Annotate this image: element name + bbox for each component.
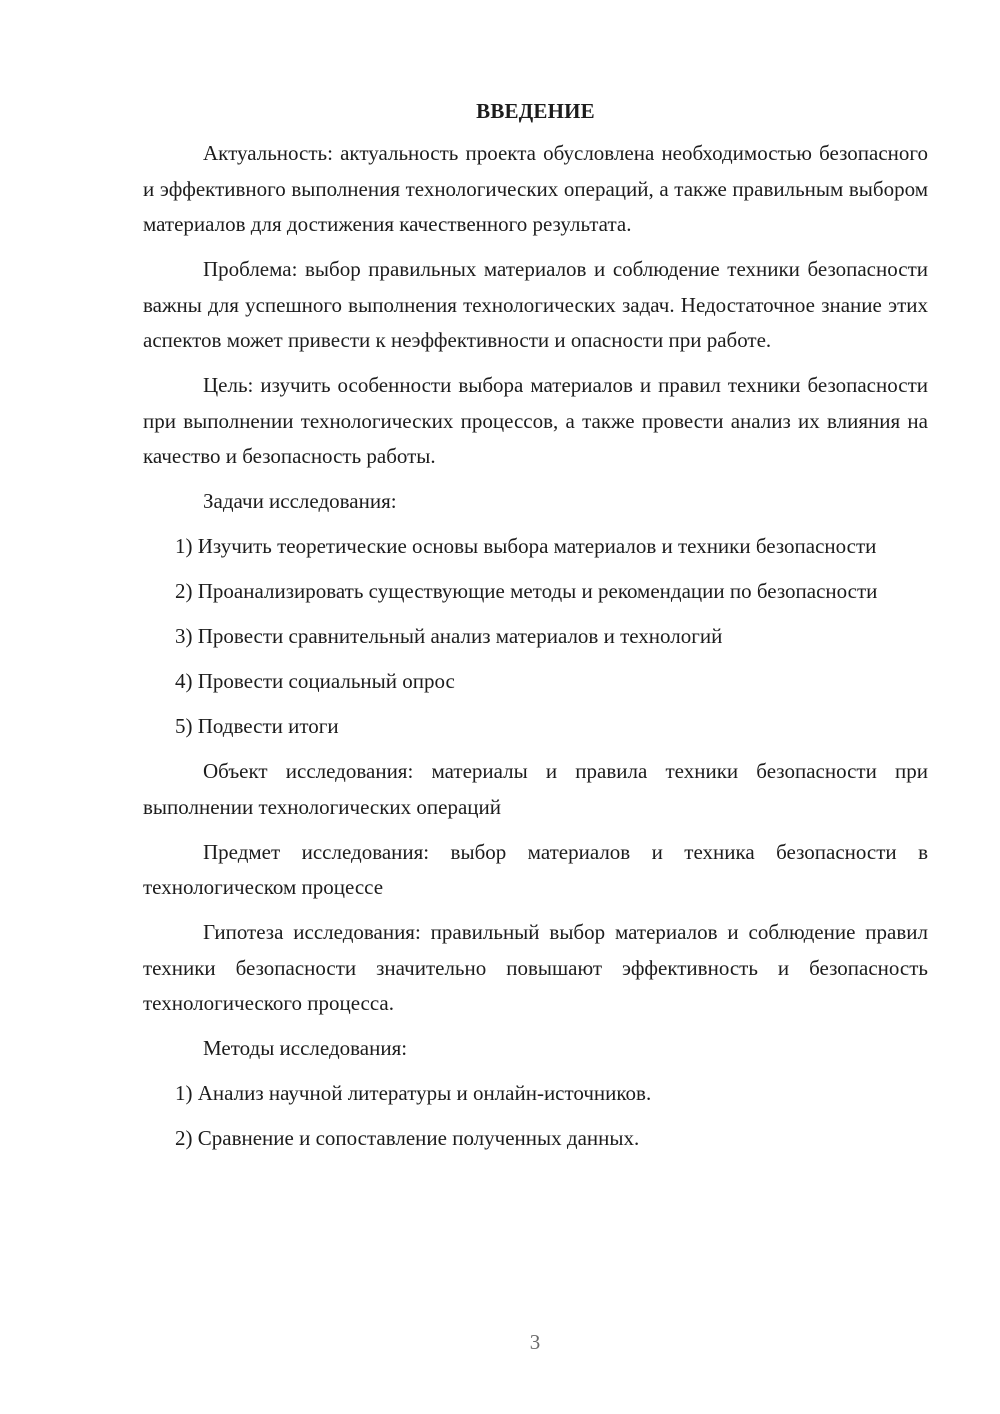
document-page [143, 96, 928, 1166]
relevance-paragraph: Актуальность: актуальность проекта обусловлена необходимостью безопасного и эффективного выполнения технологических операций, а также правильным выбором материалов для достижения качественного результата. [143, 141, 928, 236]
task-item-3: 3) Провести сравнительный анализ материалов и технологий [175, 624, 723, 648]
methods-title: Методы исследования: [203, 1036, 408, 1060]
task-item-1: 1) Изучить теоретические основы выбора материалов и техники безопасности [175, 534, 877, 558]
task-item-4: 4) Провести социальный опрос [175, 669, 455, 693]
object-paragraph: Объект исследования: материалы и правила техники безопасности при выполнении технологических операций [143, 759, 928, 819]
method-item-2: 2) Сравнение и сопоставление полученных данных. [175, 1126, 640, 1150]
goal-paragraph: Цель: изучить особенности выбора материалов и правил техники безопасности при выполнении технологических процессов, а также провести анализ их влияния на качество и безопасность работы. [143, 373, 928, 468]
problem-paragraph: Проблема: выбор правильных материалов и соблюдение техники безопасности важны для успешного выполнения технологических задач. Недостаточное знание этих аспектов может привести к неэффективности и опасности при работе. [143, 257, 928, 352]
tasks-title: Задачи исследования: [203, 489, 397, 513]
hypothesis-paragraph: Гипотеза исследования: правильный выбор материалов и соблюдение правил техники безопасности значительно повышают эффективность и безопасность технологического процесса. [143, 920, 928, 1015]
method-item-1: 1) Анализ научной литературы и онлайн-источников. [175, 1081, 652, 1105]
page-number: 3 [529, 1330, 541, 1354]
section-heading: ВВЕДЕНИЕ [476, 99, 595, 123]
subject-paragraph: Предмет исследования: выбор материалов и техника безопасности в технологическом процессе [143, 839, 928, 899]
task-item-2: 2) Проанализировать существующие методы и рекомендации по безопасности [175, 579, 878, 603]
task-item-5: 5) Подвести итоги [175, 714, 339, 738]
